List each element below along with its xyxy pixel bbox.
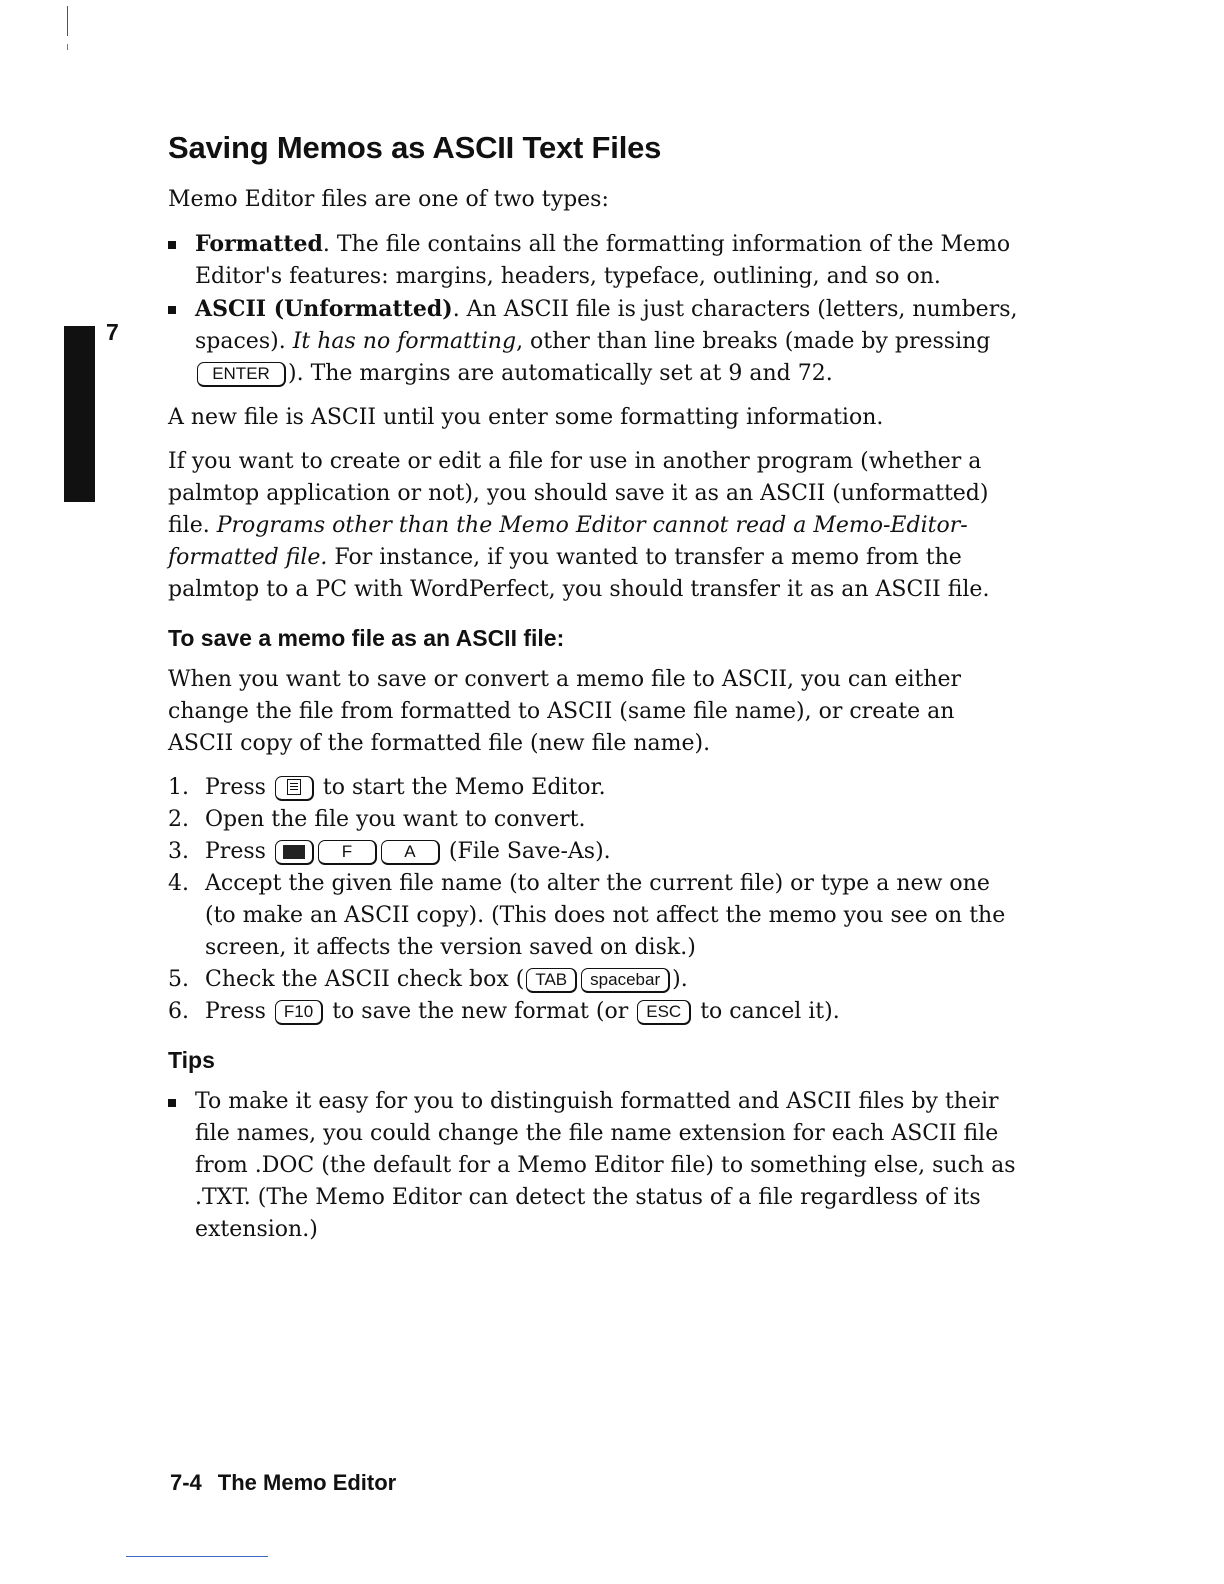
- chapter-thumb-number: 7: [106, 319, 119, 345]
- body-text: For instance, if you wanted to transfer a memo from the palmtop to a PC with WordPerfect, you should transfer it as an ASCII file.: [168, 545, 990, 602]
- tips-list: [168, 1086, 1018, 1246]
- step-text: Open the file you want to convert.: [205, 807, 586, 832]
- square-bullet-icon: [168, 241, 176, 249]
- margin-rule: [67, 6, 68, 36]
- step-text: Check the ASCII check box (: [205, 967, 525, 992]
- tip-text: To make it easy for you to distinguish formatted and ASCII files by their file names, you could change the file name extension for each ASCII file from .DOC (the default for a Memo Editor file) to something else, such as .TXT. (The Memo Editor can detect the status of a file regardless of its extension.): [195, 1089, 1016, 1242]
- emphasis-text: Programs other than the Memo Editor cannot read a Memo-Editor-formatted file.: [168, 513, 968, 570]
- list-item: [168, 293, 1018, 390]
- step-number: 1.: [168, 775, 189, 800]
- esc-key: ESC: [637, 1000, 691, 1025]
- emphasis-text: It has no formatting: [292, 329, 517, 354]
- margin-tick: [67, 44, 68, 50]
- tips-heading: Tips: [168, 1047, 215, 1073]
- step-text: Press: [205, 839, 273, 864]
- step-text: to start the Memo Editor.: [315, 775, 606, 800]
- step-text: Press: [205, 999, 273, 1024]
- file-types-list: [168, 228, 1018, 390]
- step-text: to save the new format (or: [325, 999, 636, 1024]
- footer-section-title: The Memo Editor: [217, 1470, 397, 1495]
- chapter-thumb-tab: [64, 326, 95, 502]
- step-item: [168, 868, 1018, 964]
- page-title: Saving Memos as ASCII Text Files: [168, 130, 662, 165]
- step-text: ).: [672, 967, 688, 992]
- list-item: [168, 228, 1018, 293]
- page-number: 7-4: [170, 1470, 202, 1495]
- procedure-heading: To save a memo file as an ASCII file:: [168, 625, 565, 651]
- page-content: [168, 126, 1018, 1258]
- step-number: 2.: [168, 807, 189, 832]
- step-number: 6.: [168, 999, 189, 1024]
- tab-key: TAB: [526, 968, 577, 993]
- square-bullet-icon: [168, 306, 176, 314]
- other-program-text: [168, 446, 1018, 606]
- step-item: [168, 804, 1018, 836]
- step-item: [168, 964, 1018, 996]
- file-type-description: , other than line breaks (made by pressing: [516, 329, 991, 354]
- enter-key: ENTER: [197, 362, 286, 387]
- memo-app-key-icon: [275, 776, 314, 801]
- a-key: A: [381, 840, 440, 865]
- step-number: 3.: [168, 839, 189, 864]
- step-text: Accept the given file name (to alter the current file) or type a new one (to make an ASCII copy). (This does not affect the memo you see on the screen, it affects the version saved on disk.): [205, 871, 1006, 960]
- square-bullet-icon: [168, 1099, 176, 1107]
- file-type-label: ASCII (Unformatted): [195, 296, 453, 322]
- file-type-description: . An ASCII file is just characters (letters, numbers, spaces).: [195, 297, 1018, 354]
- spacebar-key: spacebar: [581, 968, 670, 993]
- procedure-steps: [168, 772, 1018, 1028]
- step-text: to cancel it).: [693, 999, 840, 1024]
- file-type-description: . The file contains all the formatting information of the Memo Editor's features: margins, headers, typeface, outlining, and so on.: [195, 232, 1011, 289]
- page-footer: [170, 1470, 396, 1496]
- step-item: [168, 996, 1018, 1028]
- list-item: [168, 1086, 1018, 1246]
- f10-key: F10: [275, 1000, 323, 1025]
- body-text: If you want to create or edit a file for use in another program (whether a palmtop application or not), you should save it as an ASCII (unformatted) file.: [168, 449, 989, 538]
- intro-text: Memo Editor files are one of two types:: [168, 187, 609, 212]
- procedure-intro: When you want to save or convert a memo file to ASCII, you can either change the file from formatted to ASCII (same file name), or create an ASCII copy of the formatted file (new file name).: [168, 667, 962, 756]
- bottom-rule: [126, 1556, 268, 1557]
- file-type-description: ). The margins are automatically set at 9 and 72.: [288, 361, 833, 386]
- step-text: (File Save-As).: [441, 839, 611, 864]
- file-type-label: Formatted: [195, 231, 323, 257]
- step-item: [168, 836, 1018, 868]
- step-text: Press: [205, 775, 273, 800]
- menu-key-icon: [275, 840, 314, 865]
- step-number: 4.: [168, 871, 189, 896]
- new-file-text: A new file is ASCII until you enter some formatting information.: [168, 405, 884, 430]
- f-key: F: [318, 840, 377, 865]
- step-item: [168, 772, 1018, 804]
- step-number: 5.: [168, 967, 189, 992]
